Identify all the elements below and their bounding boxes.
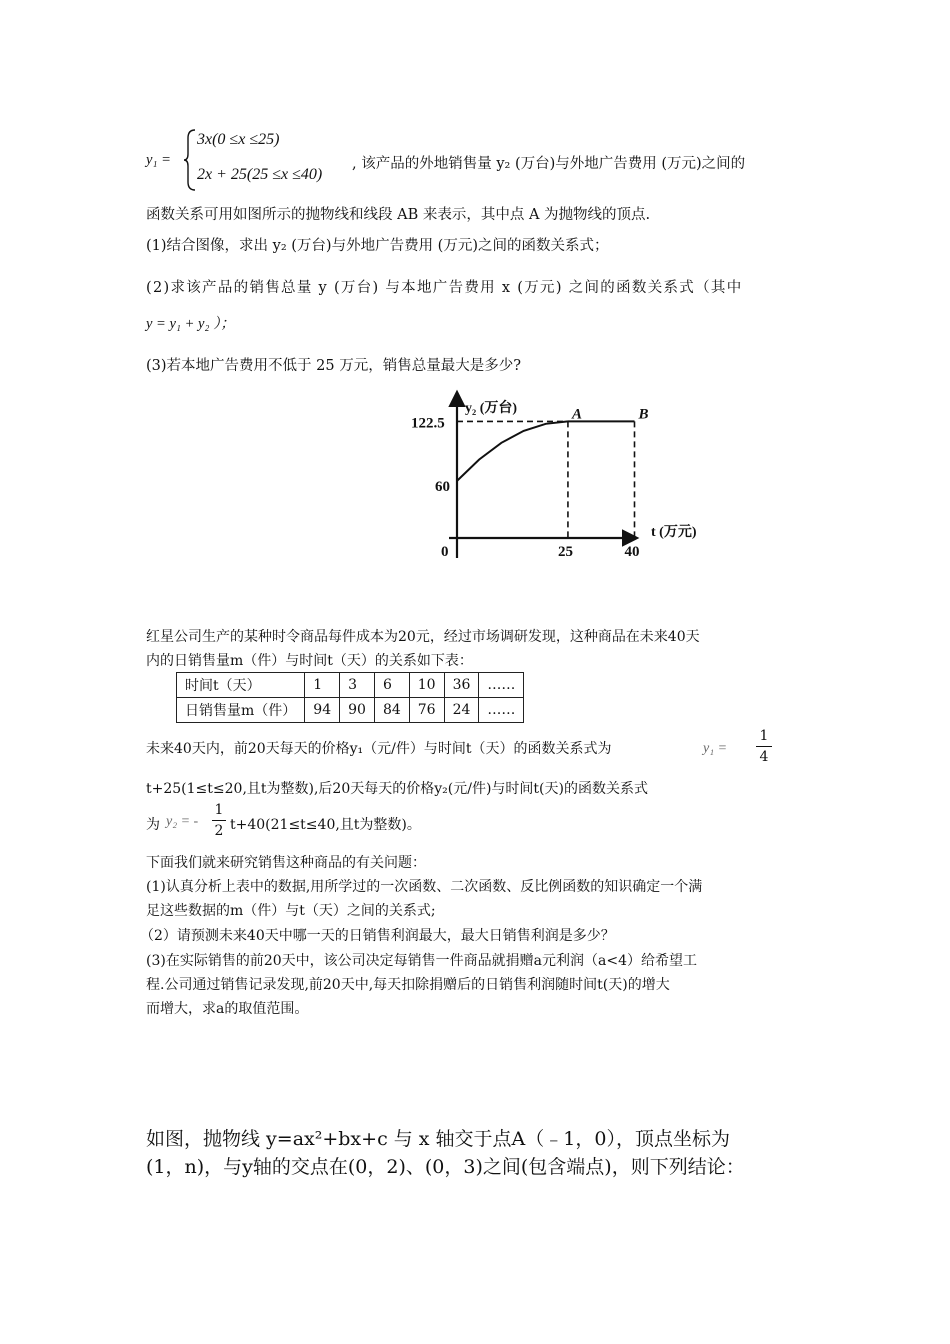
point-label-b: B [638,406,649,423]
problem1-question2-line2: y = y₁ + y₂ ）； [146,316,235,332]
sales-table [176,672,524,723]
price1-text: 未来40天内，前20天每天的价格y₁（元/件）与时间t（天）的函数关系式为 [146,741,612,757]
price1-text-cont: t+25(1≤t≤20,且t为整数),后20天每天的价格y₂(元/件)与时间t(天)的函数关系式 [146,781,648,797]
table-cell: 24 [444,698,479,723]
problem1-line1-tail: , 该产品的外地销售量 y₂ (万台)与外地广告费用 (万元)之间的 [352,156,746,172]
problem1-line2: 函数关系可用如图所示的抛物线和线段 AB 来表示，其中点 A 为抛物线的顶点. [146,207,651,223]
fraction-bar [212,820,226,821]
fraction-denominator: 4 [759,749,769,765]
ytick-label-122-5: 122.5 [411,415,445,432]
fraction-numerator: 1 [214,802,224,818]
point-label-a: A [571,406,582,423]
y2-vs-t-chart [405,388,725,573]
piecewise-brace [183,128,197,192]
chart-guides [457,421,635,538]
problem1-question2-line1: (2)求该产品的销售总量 y (万台) 与本地广告费用 x (万元) 之间的函数关系式（其中 [146,280,743,296]
fraction-1-4 [756,728,772,765]
problem2-intro-line2: 内的日销售量m（件）与时间t（天）的关系如下表： [146,653,473,669]
piecewise-case-1: 3x(0 ≤x ≤25) [197,131,280,148]
problem2-lead: 下面我们就来研究销售这种商品的有关问题： [146,855,426,871]
ytick-label-60: 60 [435,478,450,495]
fraction-numerator: 1 [759,728,769,744]
table-cell: …… [479,673,524,698]
problem2-question3-line1: (3)在实际销售的前20天中，该公司决定每销售一件商品就捐赠a元利润（a<4）给希望工 [146,953,697,969]
problem3-line2: (1，n)，与y轴的交点在(0，2)、(0，3)之间(包含端点)，则下列结论： [146,1156,745,1178]
table-cell: 84 [374,698,409,723]
problem2-question1-line2: 足这些数据的m（件）与t（天）之间的关系式; [146,903,436,919]
price1-equation: y₁ = [703,741,728,756]
table-cell: 76 [409,698,444,723]
table-cell: …… [479,698,524,723]
table-cell: 94 [305,698,340,723]
problem1-question1: (1)结合图像，求出 y₂ (万台)与外地广告费用 (万元)之间的函数关系式； [146,238,609,254]
piecewise-case-2: 2x + 25(25 ≤x ≤40) [197,166,323,183]
problem2-question3-line3: 而增大，求a的取值范围。 [146,1001,309,1017]
x-axis-label: t (万元) [651,525,697,540]
fraction-1-2 [212,802,226,839]
problem2-question2: （2）请预测未来40天中哪一天的日销售利润最大，最大日销售利润是多少？ [140,928,615,944]
price2-text: t+40(21≤t≤40,且t为整数)。 [230,817,421,833]
price2-equation: y₂ = - [166,814,199,829]
table-cell: 10 [409,673,444,698]
eq-lhs: y₁ = [146,152,171,168]
fraction-bar [756,746,772,747]
table-cell: 3 [340,673,375,698]
chart-axes [449,394,635,558]
table-header-time: 时间t（天） [177,673,305,698]
y-axis-label: y₂ (万台) [465,401,518,416]
problem2-intro-line1: 红星公司生产的某种时令商品每件成本为20元，经过市场调研发现，这种商品在未来40天 [146,629,700,645]
parabola-curve [457,421,568,481]
table-cell: 90 [340,698,375,723]
chart-series [457,421,635,481]
table-cell: 6 [374,673,409,698]
table-cell: 1 [305,673,340,698]
problem3-line1: 如图，抛物线 y=ax²+bx+c 与 x 轴交于点A（﹣1，0），顶点坐标为 [146,1128,730,1150]
table-row-time [177,673,524,698]
xtick-label-0: 0 [441,544,449,560]
xtick-label-40: 40 [624,544,640,560]
fraction-denominator: 2 [214,823,224,839]
xtick-label-25: 25 [557,544,573,560]
table-row-sales [177,698,524,723]
table-cell: 36 [444,673,479,698]
problem1-question3: (3)若本地广告费用不低于 25 万元，销售总量最大是多少? [146,358,521,374]
price2-prefix: 为 [146,817,160,833]
table-header-sales: 日销售量m（件） [177,698,305,723]
problem2-question1-line1: (1)认真分析上表中的数据,用所学过的一次函数、二次函数、反比例函数的知识确定一个满 [146,879,703,895]
problem2-question3-line2: 程.公司通过销售记录发现,前20天中,每天扣除捐赠后的日销售利润随时间t(天)的增大 [146,977,670,993]
